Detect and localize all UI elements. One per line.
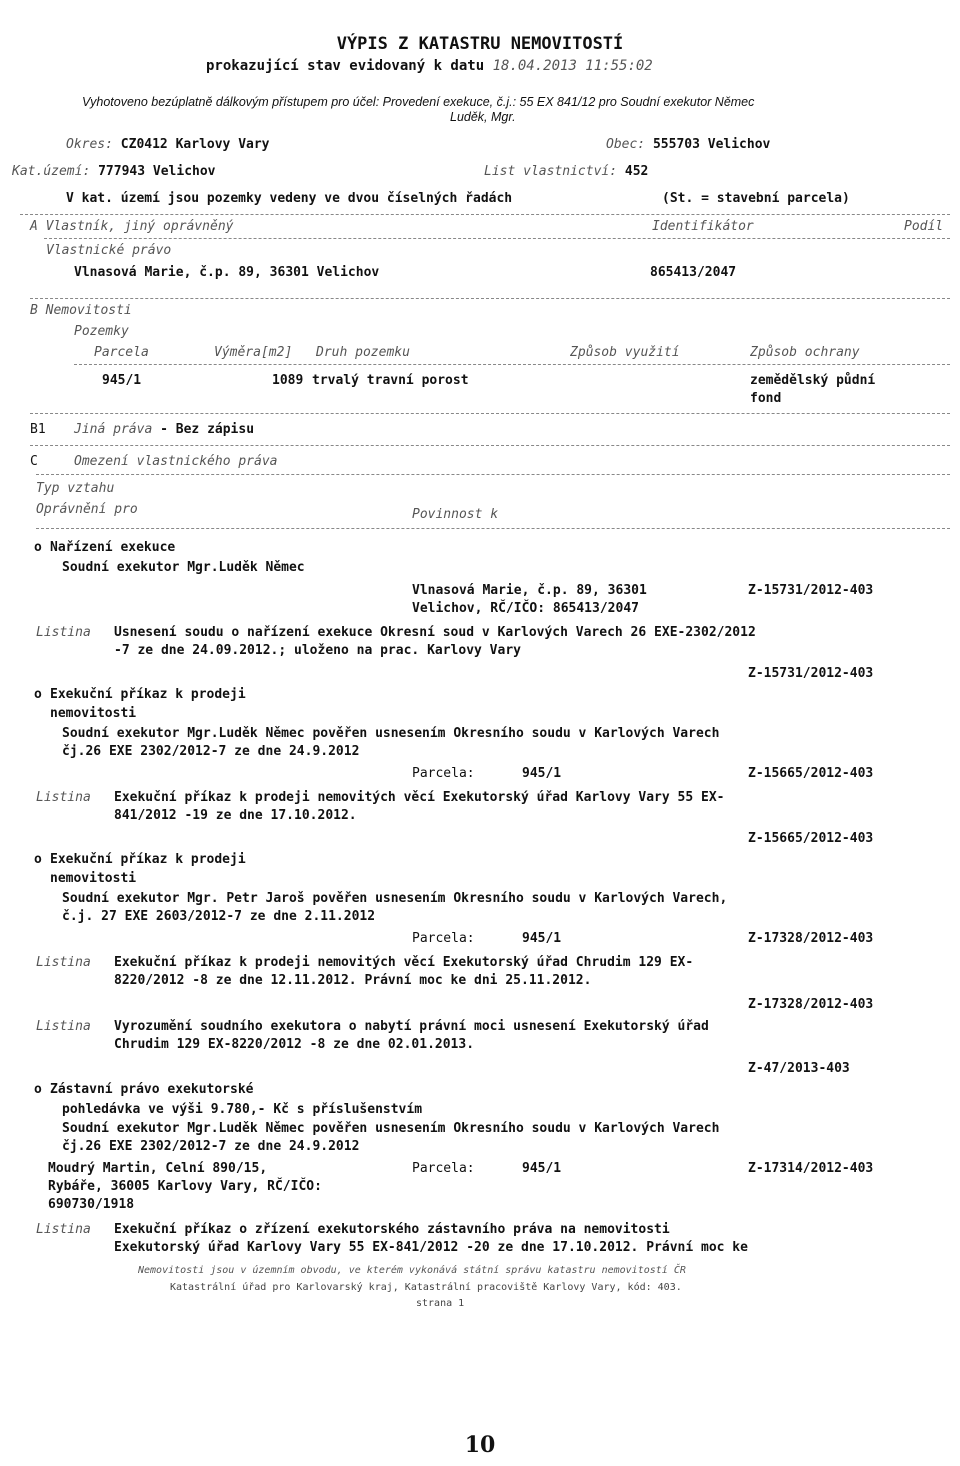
entry4-parcela-label: Parcela: [412, 1161, 475, 1176]
divider [30, 413, 950, 414]
entry1-party1: Vlnasová Marie, č.p. 89, 36301 [412, 583, 647, 598]
row-druh: trvalý travní porost [312, 373, 469, 388]
entry1-line1: Soudní exekutor Mgr.Luděk Němec [62, 560, 305, 575]
col-druh: Druh pozemku [316, 345, 410, 360]
entry1-party2: Velichov, RČ/IČO: 865413/2047 [412, 601, 639, 616]
subtitle-prefix: prokazující stav evidovaný k datu [206, 58, 485, 74]
entry-bullet-icon: o [34, 687, 42, 702]
entry3-listinab-line1: Vyrozumění soudního exekutora o nabytí právní moci usnesení Exekutorský úřad [114, 1019, 709, 1034]
divider [36, 474, 950, 475]
entry1-listina-ref: Z-15731/2012-403 [748, 666, 874, 681]
entry4-party3: 690730/1918 [48, 1197, 135, 1212]
entry2-line1: Soudní exekutor Mgr.Luděk Němec pověřen usnesením Okresního soudu v Karlových Varech [62, 726, 720, 741]
entry3-listina-line1: Exekuční příkaz k prodeji nemovitých věcí Exekutorský úřad Chrudim 129 EX- [114, 955, 694, 970]
podil-label: Podíl [904, 219, 944, 234]
entry2-listina-line2: 841/2012 -19 ze dne 17.10.2012. [114, 808, 357, 823]
col-vyuziti: Způsob využití [570, 345, 680, 360]
entry3-line1: Soudní exekutor Mgr. Petr Jaroš pověřen usnesením Okresního soudu v Karlových Varech, [62, 891, 728, 906]
list-value: 452 [624, 164, 649, 179]
section-b1-row [74, 422, 254, 438]
entry2-title-line1: Exekuční příkaz k prodeji [50, 687, 246, 702]
entry3-listina-line2: 8220/2012 -8 ze dne 12.11.2012. Právní moc ke dni 25.11.2012. [114, 973, 592, 988]
entry3-listina-ref: Z-17328/2012-403 [748, 997, 874, 1012]
divider [44, 238, 950, 239]
okres-row [66, 137, 270, 153]
document-subtitle [206, 58, 653, 74]
row-ochrana-line2: fond [750, 391, 782, 406]
entry2-listina-label: Listina [36, 790, 91, 805]
entry3-title-line1: Exekuční příkaz k prodeji [50, 852, 246, 867]
entry-bullet-icon: o [34, 852, 42, 867]
entry4-parcela-value: 945/1 [522, 1161, 562, 1176]
entry4-listina-line1: Exekuční příkaz o zřízení exekutorského zástavního práva na nemovitosti [114, 1222, 670, 1237]
opravneni-pro-label: Oprávnění pro [36, 502, 138, 517]
entry2-ref: Z-15665/2012-403 [748, 766, 874, 781]
entry1-listina-line1: Usnesení soudu o nařízení exekuce Okresní soud v Karlových Varech 26 EXE-2302/2012 [114, 625, 756, 640]
row-ochrana-line1: zemědělský půdní [750, 373, 876, 388]
divider [20, 214, 950, 215]
entry1-listina-line2: -7 ze dne 24.09.2012.; uloženo na prac. Karlovy Vary [114, 643, 521, 658]
okres-label: Okres: [66, 137, 113, 152]
entry4-line2: čj.26 EXE 2302/2012-7 ze dne 24.9.2012 [62, 1139, 360, 1154]
entry4-line0: pohledávka ve výši 9.780,- Kč s příslušenstvím [62, 1102, 423, 1117]
entry1-ref: Z-15731/2012-403 [748, 583, 874, 598]
section-b1-code: B1 [30, 422, 46, 437]
cislene-rady-text: V kat. území jsou pozemky vedeny ve dvou číselných řadách [66, 191, 513, 206]
section-b-label: B Nemovitosti [30, 303, 132, 318]
entry3-parcela-value: 945/1 [522, 931, 562, 946]
povinnost-k-label: Povinnost k [412, 507, 499, 522]
footer-page-label: strana 1 [416, 1298, 465, 1309]
entry4-party2: Rybáře, 36005 Karlovy Vary, RČ/IČO: [48, 1179, 322, 1194]
katuzemi-label: Kat.území: [12, 164, 91, 179]
entry4-listina-line2: Exekutorský úřad Karlovy Vary 55 EX-841/2012 -20 ze dne 17.10.2012. Právní moc ke [114, 1240, 748, 1255]
list-label: List vlastnictví: [484, 164, 618, 179]
subtitle-date: 18.04.2013 11:55:02 [492, 58, 653, 74]
row-vymera: 1089 [272, 373, 304, 388]
entry3-listina2-label: Listina [36, 1019, 91, 1034]
entry3-line2: č.j. 27 EXE 2603/2012-7 ze dne 2.11.2012 [62, 909, 376, 924]
typ-vztahu-label: Typ vztahu [36, 481, 115, 496]
entry2-line2: čj.26 EXE 2302/2012-7 ze dne 24.9.2012 [62, 744, 360, 759]
entry2-title-line2: nemovitosti [50, 706, 137, 721]
owner-id: 865413/2047 [650, 265, 737, 280]
footer-line2: Katastrální úřad pro Karlovarský kraj, Katastrální pracoviště Karlovy Vary, kód: 403. [170, 1282, 682, 1293]
entry3-ref: Z-17328/2012-403 [748, 931, 874, 946]
section-b1-label: Jiná práva [74, 422, 153, 437]
entry3-listinab-line2: Chrudim 129 EX-8220/2012 -8 ze dne 02.01.2013. [114, 1037, 475, 1052]
entry3-listinab-ref: Z-47/2013-403 [748, 1061, 850, 1076]
entry4-title: Zástavní právo exekutorské [50, 1082, 254, 1097]
stavebni-parcela-note: (St. = stavební parcela) [662, 191, 850, 206]
divider [36, 528, 950, 529]
katuzemi-value: 777943 Velichov [98, 164, 216, 179]
entry2-parcela-value: 945/1 [522, 766, 562, 781]
entry-bullet-icon: o [34, 1082, 42, 1097]
col-parcela: Parcela [94, 345, 149, 360]
divider [30, 445, 950, 446]
section-c-label: Omezení vlastnického práva [74, 454, 278, 469]
pozemky-label: Pozemky [74, 324, 129, 339]
katuzemi-row [12, 164, 216, 180]
section-c-code: C [30, 454, 38, 469]
purpose-note-line2: Luděk, Mgr. [450, 110, 516, 124]
purpose-note-line1: Vyhotoveno bezúplatně dálkovým přístupem pro účel: Provedení exekuce, č.j.: 55 EX 841/12 pro Soudní exekutor Němec [82, 95, 755, 109]
list-vlastnictvi-row [484, 164, 648, 180]
entry3-listina-label: Listina [36, 955, 91, 970]
footer-line1: Nemovitosti jsou v územním obvodu, ve kterém vykonává státní správu katastru nemovitostí ČR [138, 1265, 686, 1276]
entry4-listina-label: Listina [36, 1222, 91, 1237]
entry4-line1: Soudní exekutor Mgr.Luděk Němec pověřen usnesením Okresního soudu v Karlových Varech [62, 1121, 720, 1136]
entry4-ref: Z-17314/2012-403 [748, 1161, 874, 1176]
page-number: 10 [464, 1432, 496, 1458]
entry-bullet-icon: o [34, 540, 42, 555]
owner-name: Vlnasová Marie, č.p. 89, 36301 Velichov [74, 265, 380, 280]
divider [30, 298, 950, 299]
col-vymera: Výměra[m2] [214, 345, 293, 360]
obec-label: Obec: [606, 137, 646, 152]
entry1-listina-label: Listina [36, 625, 91, 640]
col-ochrana: Způsob ochrany [750, 345, 860, 360]
vlastnicke-pravo-label: Vlastnické právo [46, 243, 172, 258]
document-title: VÝPIS Z KATASTRU NEMOVITOSTÍ [336, 34, 624, 54]
row-parcela: 945/1 [102, 373, 142, 388]
entry1-title: Nařízení exekuce [50, 540, 176, 555]
identifikator-label: Identifikátor [652, 219, 754, 234]
entry4-party1: Moudrý Martin, Celní 890/15, [48, 1161, 268, 1176]
section-b1-value: - Bez zápisu [160, 422, 255, 437]
okres-value: CZ0412 Karlovy Vary [120, 137, 270, 152]
obec-value: 555703 Velichov [652, 137, 771, 152]
entry2-parcela-label: Parcela: [412, 766, 475, 781]
section-a-label: A Vlastník, jiný oprávněný [30, 219, 234, 234]
entry3-parcela-label: Parcela: [412, 931, 475, 946]
entry2-listina-line1: Exekuční příkaz k prodeji nemovitých věcí Exekutorský úřad Karlovy Vary 55 EX- [114, 790, 725, 805]
obec-row [606, 137, 770, 153]
entry2-listina-ref: Z-15665/2012-403 [748, 831, 874, 846]
entry3-title-line2: nemovitosti [50, 871, 137, 886]
divider [74, 364, 950, 365]
